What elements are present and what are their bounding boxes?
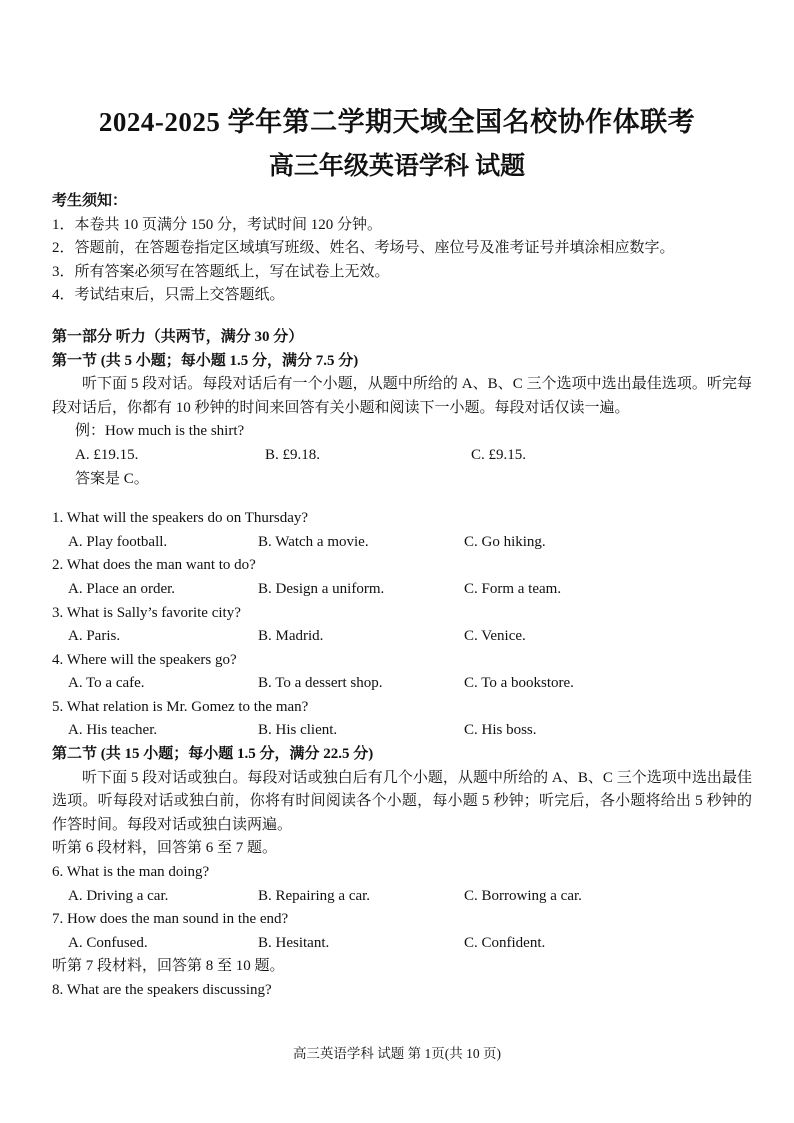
question-2-options [52, 578, 752, 602]
notice-item: 3．所有答案必须写在答题纸上，写在试卷上无效。 [52, 263, 390, 280]
question-3-options [52, 625, 752, 649]
question-7-options [52, 932, 752, 956]
example-options [52, 444, 752, 468]
section1-instructions: 听下面 5 段对话。每段对话后有一个小题，从题中所给的 A、B、C 三个选项中选出最佳选项。听完每段对话后，你都有 10 秒钟的时间来回答有关小题和阅读下一小题。每段对话仅读一遍。 [52, 376, 752, 416]
section2-instructions: 听下面 5 段对话或独白。每段对话或独白后有几个小题，从题中所给的 A、B、C 三个选项中选出最佳选项。听每段对话或独白前，你将有时间阅读各个小题，每小题 5 秒钟；听完后，各小题将给出 5 秒钟的作答时间。每段对话或独白读两遍。 [52, 769, 752, 833]
option-a: A. £19.15. [75, 446, 139, 463]
option-b: B. £9.18. [265, 446, 321, 463]
question-8: 8. What are the speakers discussing? [52, 982, 272, 998]
option-c: C. Form a team. [464, 580, 562, 597]
material-7-note: 听第 7 段材料，回答第 8 至 10 题。 [52, 958, 285, 975]
option-b: B. His client. [258, 722, 338, 739]
option-c: C. His boss. [464, 722, 537, 739]
question-6: 6. What is the man doing? [52, 864, 210, 881]
question-4: 4. Where will the speakers go? [52, 651, 237, 668]
question-1: 1. What will the speakers do on Thursday? [52, 510, 309, 527]
question-6-options [52, 885, 752, 909]
option-a: A. To a cafe. [68, 675, 145, 692]
notice-item: 4．考试结束后，只需上交答题纸。 [52, 287, 285, 304]
option-b: B. Madrid. [258, 628, 324, 645]
question-4-options [52, 672, 752, 696]
option-a: A. Confused. [68, 934, 148, 951]
option-c: C. Borrowing a car. [464, 887, 582, 904]
material-6-note: 听第 6 段材料，回答第 6 至 7 题。 [52, 840, 278, 857]
option-a: A. Place an order. [68, 580, 176, 597]
question-5-options [52, 719, 752, 743]
part1-heading: 第一部分 听力（共两节，满分 30 分） [52, 328, 304, 345]
section1-heading: 第一节 (共 5 小题；每小题 1.5 分，满分 7.5 分) [52, 352, 359, 369]
option-c: C. Confident. [464, 934, 546, 951]
example-question: 例：How much is the shirt? [75, 423, 245, 440]
option-c: C. Go hiking. [464, 533, 546, 550]
option-b: B. To a dessert shop. [258, 675, 383, 692]
option-b: B. Design a uniform. [258, 580, 385, 597]
notice-item: 2．答题前，在答题卷指定区域填写班级、姓名、考场号、座位号及准考证号并填涂相应数字。 [52, 240, 675, 257]
option-b: B. Repairing a car. [258, 887, 371, 904]
option-c: C. To a bookstore. [464, 675, 574, 692]
option-c: C. £9.15. [471, 446, 527, 463]
option-a: A. Paris. [68, 628, 121, 645]
page-footer: 高三英语学科 试题 第 1页(共 10 页) [292, 1046, 502, 1061]
question-2: 2. What does the man want to do? [52, 557, 256, 574]
section2-heading: 第二节 (共 15 小题；每小题 1.5 分，满分 22.5 分) [52, 746, 374, 763]
notice-heading: 考生须知： [52, 193, 128, 209]
question-3: 3. What is Sally’s favorite city? [52, 604, 241, 621]
option-b: B. Hesitant. [258, 934, 330, 951]
exam-title: 2024-2025 学年第二学期天域全国名校协作体联考 [98, 107, 696, 137]
exam-subtitle: 高三年级英语学科 试题 [268, 153, 526, 180]
option-b: B. Watch a movie. [258, 533, 369, 550]
notice-item: 1．本卷共 10 页满分 150 分，考试时间 120 分钟。 [52, 216, 383, 233]
question-5: 5. What relation is Mr. Gomez to the man? [52, 698, 309, 715]
option-a: A. Play football. [68, 533, 168, 550]
question-1-options [52, 531, 752, 555]
option-c: C. Venice. [464, 628, 526, 645]
example-answer: 答案是 C。 [75, 470, 149, 487]
option-a: A. His teacher. [68, 722, 158, 739]
option-a: A. Driving a car. [68, 887, 169, 904]
exam-content [52, 190, 752, 1003]
question-7: 7. How does the man sound in the end? [52, 911, 289, 928]
